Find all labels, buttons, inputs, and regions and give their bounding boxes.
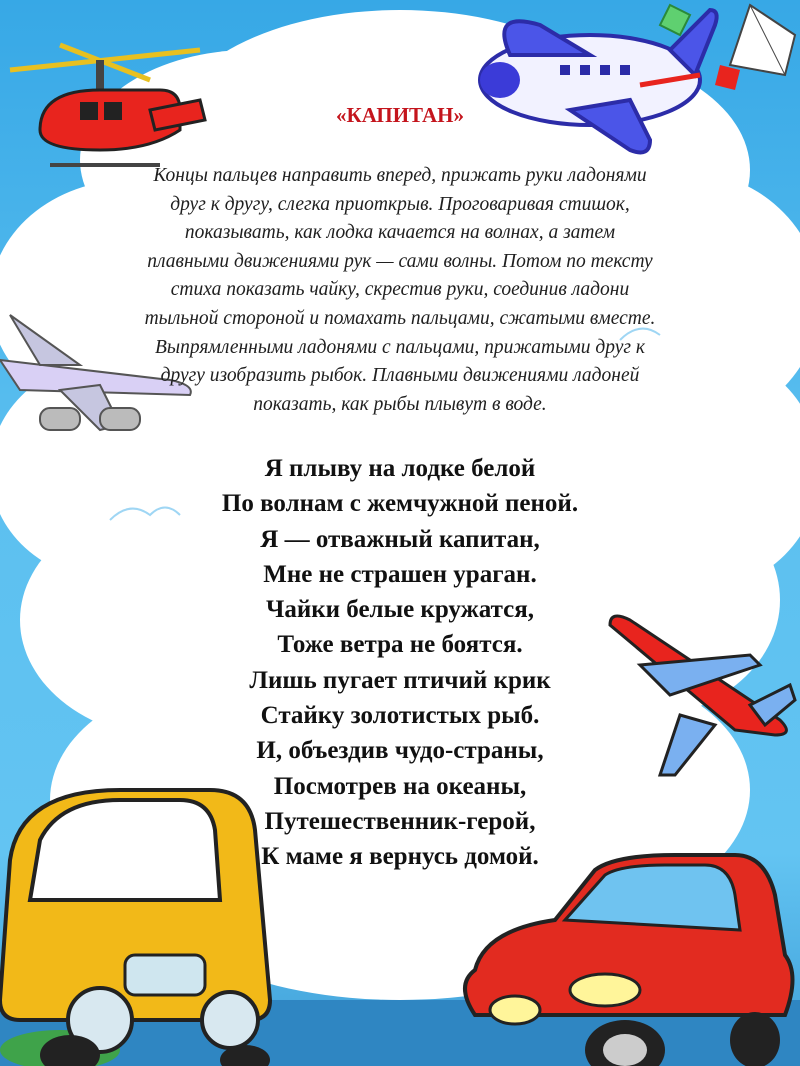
poem-line: Тоже ветра не боятся. xyxy=(277,631,523,659)
poem-line: И, объездив чудо-страны, xyxy=(256,737,544,765)
poem-line: Я — отважный капитан, xyxy=(260,525,540,553)
instructions-paragraph xyxy=(82,162,718,419)
poem-line: К маме я вернусь домой. xyxy=(261,843,539,871)
instructions-line: другу изобразить рыбок. Плавными движениями ладоней xyxy=(160,365,640,387)
poem-line: Путешественник-герой, xyxy=(264,807,536,835)
instructions-line: друг к другу, слегка приоткрыв. Проговаривая стишок, xyxy=(170,193,630,215)
poem-line: Мне не страшен ураган. xyxy=(263,560,537,588)
instructions-line: показать, как рыбы плывут в воде. xyxy=(253,393,547,415)
poem-line: Я плыву на лодке белой xyxy=(264,455,536,482)
instructions-line: Выпрямленными ладонями с пальцами, прижатыми друг к xyxy=(155,336,645,358)
poem-line: Чайки белые кружатся, xyxy=(265,596,535,624)
poem-line: Посмотрев на океаны, xyxy=(273,772,527,800)
instructions-line: Концы пальцев направить вперед, прижать руки ладонями xyxy=(153,165,647,186)
instructions-line: плавными движениями рук — сами волны. Потом по тексту xyxy=(147,250,653,272)
instructions-line: тыльной стороной и помахать пальцами, сжатыми вместе. xyxy=(144,307,656,329)
instructions-line: стиха показать чайку, скрестив руки, соединив ладони xyxy=(170,279,630,301)
document-title: «КАПИТАН» xyxy=(336,103,464,127)
poem-line: Стайку золотистых рыб. xyxy=(260,702,540,730)
poem-line: По волнам с жемчужной пеной. xyxy=(221,490,579,518)
instructions-line: показывать, как лодка качается на волнах, а затем xyxy=(184,222,616,244)
poem-line: Лишь пугает птичий крик xyxy=(249,666,551,694)
poem xyxy=(150,451,650,875)
